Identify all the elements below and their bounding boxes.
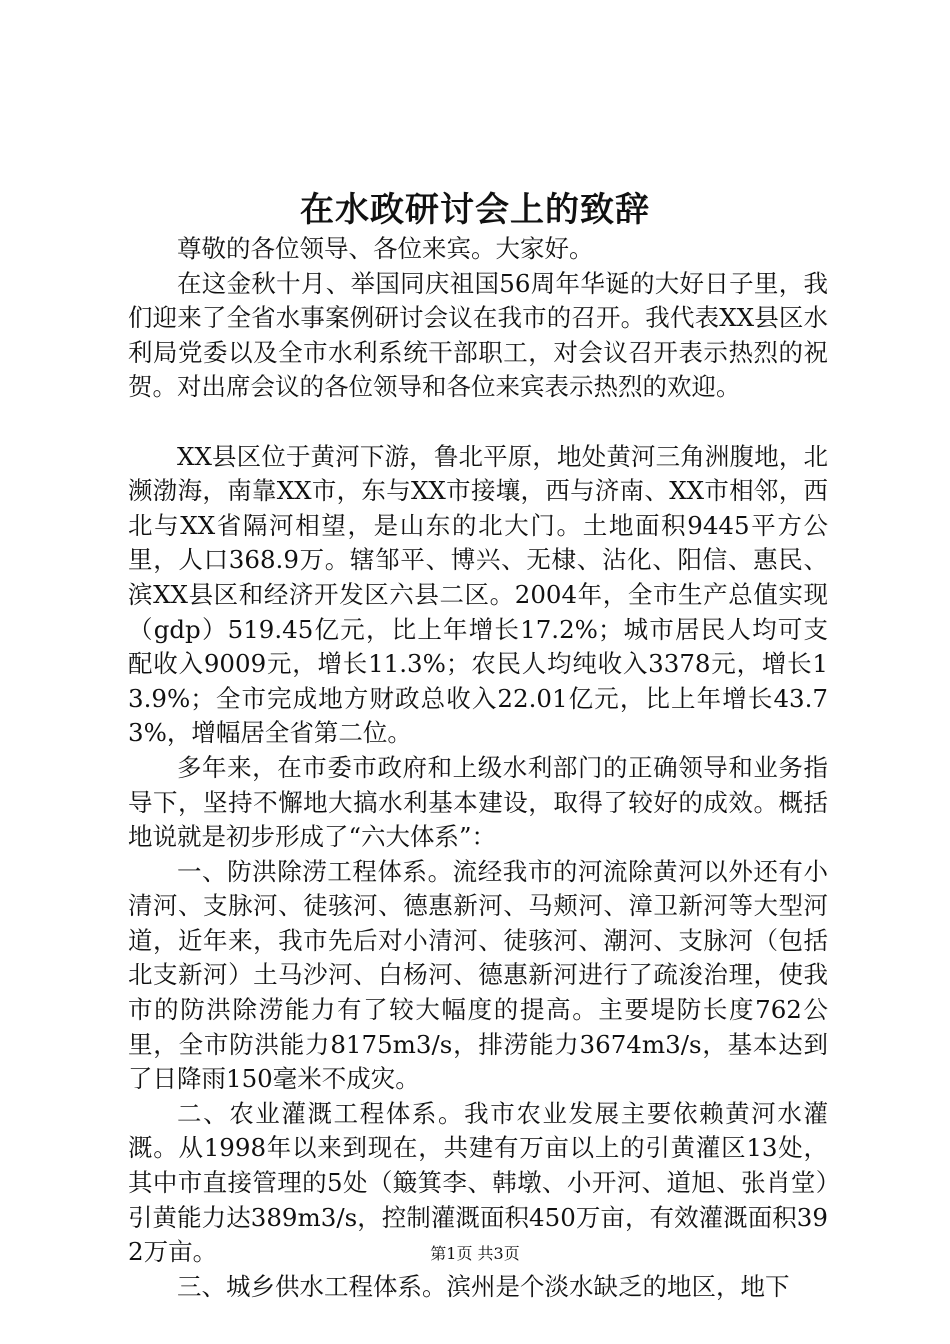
paragraph-greeting: 尊敬的各位领导、各位来宾。大家好。 bbox=[177, 234, 594, 263]
document-body bbox=[128, 232, 828, 1304]
page-footer: 第1页 共3页 bbox=[430, 1244, 520, 1263]
paragraph-flood-control: 一、防洪除涝工程体系。流经我市的河流除黄河以外还有小清河、支脉河、徒骇河、德惠新河、马颊河、漳卫新河等大型河道，近年来，我市先后对小清河、徒骇河、潮河、支脉河（包括北支新河）土马沙河、白杨河、德惠新河进行了疏浚治理，使我市的防洪除涝能力有了较大幅度的提高。主要堤防长度762公里，全市防洪能力8175m3/s，排涝能力3674m3/s，基本达到了日降雨150毫米不成灾。 bbox=[128, 856, 828, 1094]
paragraph-water-supply: 三、城乡供水工程体系。滨州是个淡水缺乏的地区，地下 bbox=[177, 1271, 790, 1301]
paragraph-region-overview: XX县区位于黄河下游，鲁北平原，地处黄河三角洲腹地，北濒渤海，南靠XX市，东与XX市接壤，西与济南、XX市相邻，西北与XX省隔河相望，是山东的北大门。土地面积9445平方公里，人口368.9万。辖邹平、博兴、无棣、沾化、阳信、惠民、滨XX县区和经济开发区六县二区。2004年，全市生产总值实现（gdp）519.45亿元，比上年增长17.2%；城市居民人均可支配收入9009元，增长11.3%；农民人均纯收入3378元，增长13.9%；全市完成地方财政总收入22.01亿元，比上年增长43.73%，增幅居全省第二位。 bbox=[128, 441, 828, 748]
paragraph-achievements: 多年来，在市委市政府和上级水利部门的正确领导和业务指导下，坚持不懈地大搞水利基本建设，取得了较好的成效。概括地说就是初步形成了“六大体系”： bbox=[128, 752, 828, 852]
paragraph-irrigation: 二、农业灌溉工程体系。我市农业发展主要依赖黄河水灌溉。从1998年以来到现在，共建有万亩以上的引黄灌区13处，其中市直接管理的5处（簸箕李、韩墩、小开河、道旭、张肖堂）引黄能力达389m3/s，控制灌溉面积450万亩，有效灌溉面积392万亩。 bbox=[128, 1098, 828, 1267]
paragraph-welcome: 在这金秋十月、举国同庆祖国56周年华诞的大好日子里，我们迎来了全省水事案例研讨会议在我市的召开。我代表XX县区水利局党委以及全市水利系统干部职工，对会议召开表示热烈的祝贺。对出席会议的各位领导和各位来宾表示热烈的欢迎。 bbox=[128, 268, 828, 402]
document-title: 在水政研讨会上的致辞 bbox=[300, 190, 650, 230]
